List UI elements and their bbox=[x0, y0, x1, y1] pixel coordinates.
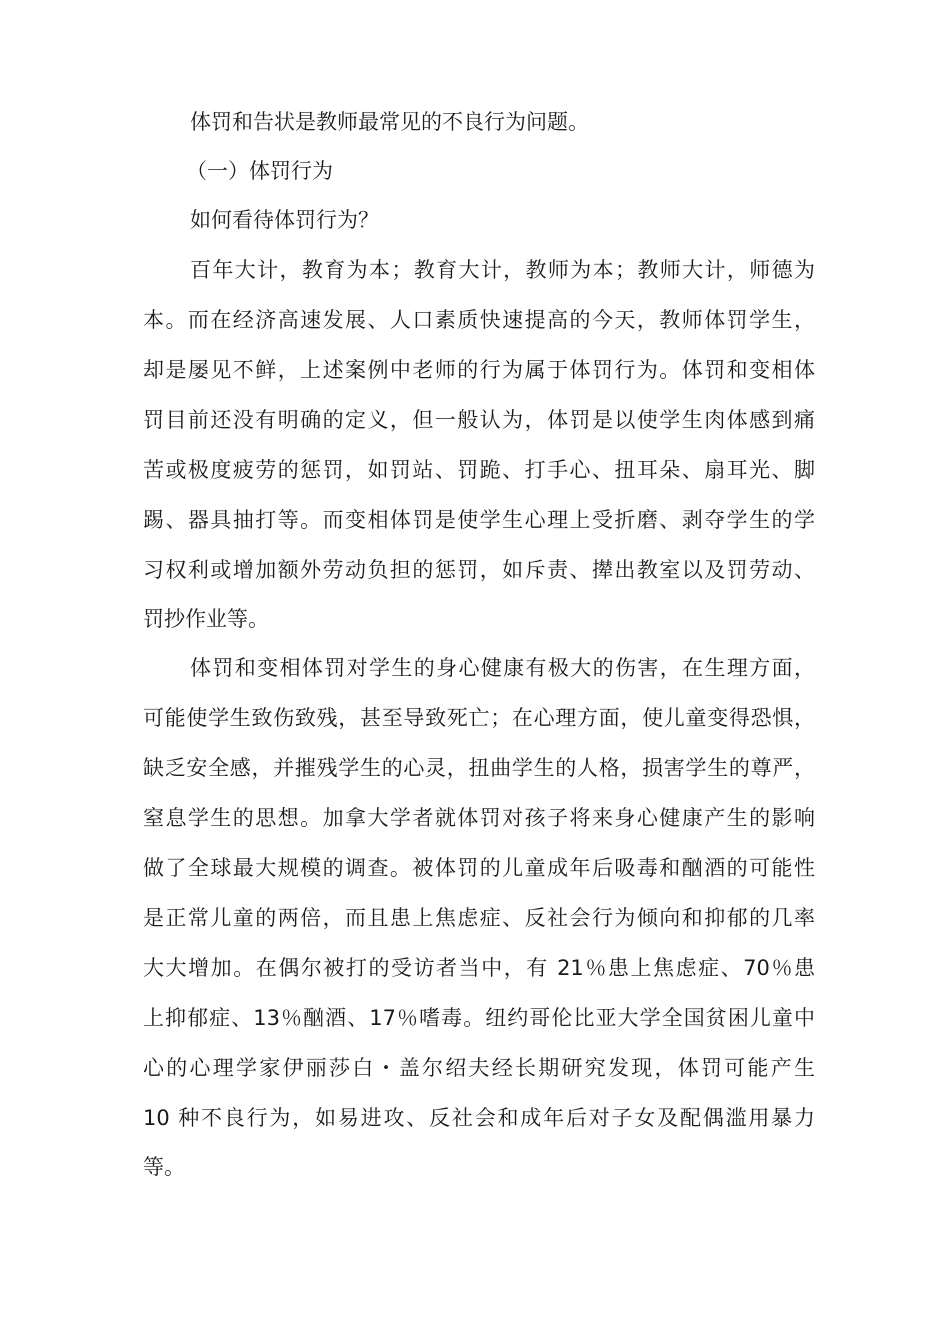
paragraph-2-line: 等。 bbox=[143, 1155, 185, 1179]
paragraph-2-line: 窒息学生的思想。加拿大学者就体罚对孩子将来身心健康产生的影响 bbox=[143, 806, 815, 830]
paragraph-2-line: 做了全球最大规模的调查。被体罚的儿童成年后吸毒和酗酒的可能性 bbox=[143, 856, 815, 880]
paragraph-1-line: 罚目前还没有明确的定义，但一般认为，体罚是以使学生肉体感到痛 bbox=[143, 408, 815, 432]
paragraph-1-line: 苦或极度疲劳的惩罚，如罚站、罚跪、打手心、扭耳朵、扇耳光、脚 bbox=[143, 458, 815, 482]
paragraph-1-line: 却是屡见不鲜，上述案例中老师的行为属于体罚行为。体罚和变相体 bbox=[143, 358, 815, 382]
paragraph-1-line: 罚抄作业等。 bbox=[143, 607, 269, 631]
paragraph-1-line: 本。而在经济高速发展、人口素质快速提高的今天，教师体罚学生， bbox=[143, 308, 815, 332]
paragraph-2-line: 上抑郁症、13％酗酒、17％嗜毒。纽约哥伦比亚大学全国贫困儿童中 bbox=[143, 1006, 815, 1030]
paragraph-1-line: 踢、器具抽打等。而变相体罚是使学生心理上受折磨、剥夺学生的学 bbox=[143, 508, 815, 532]
section-heading: （一）体罚行为 bbox=[186, 159, 333, 183]
paragraph-2-line: 是正常儿童的两倍，而且患上焦虑症、反社会行为倾向和抑郁的几率 bbox=[143, 906, 815, 930]
paragraph-1-line: 习权利或增加额外劳动负担的惩罚，如斥责、撵出教室以及罚劳动、 bbox=[143, 558, 815, 582]
paragraph-1-line: 百年大计，教育为本；教育大计，教师为本；教师大计，师德为 bbox=[190, 258, 815, 282]
paragraph-2-line: 缺乏安全感，并摧残学生的心灵，扭曲学生的人格，损害学生的尊严， bbox=[143, 756, 815, 780]
paragraph-2-line: 心的心理学家伊丽莎白・盖尔绍夫经长期研究发现，体罚可能产生 bbox=[143, 1056, 815, 1080]
paragraph-2-line: 10 种不良行为，如易进攻、反社会和成年后对子女及配偶滥用暴力 bbox=[143, 1106, 815, 1130]
paragraph-2-line: 可能使学生致伤致残，甚至导致死亡；在心理方面，使儿童变得恐惧， bbox=[143, 706, 815, 730]
question-line: 如何看待体罚行为？ bbox=[190, 208, 379, 232]
paragraph-2-line: 大大增加。在偶尔被打的受访者当中，有 21％患上焦虑症、70％患 bbox=[143, 956, 815, 980]
paragraph-2-line: 体罚和变相体罚对学生的身心健康有极大的伤害，在生理方面， bbox=[190, 656, 815, 680]
intro-line: 体罚和告状是教师最常见的不良行为问题。 bbox=[190, 110, 589, 134]
